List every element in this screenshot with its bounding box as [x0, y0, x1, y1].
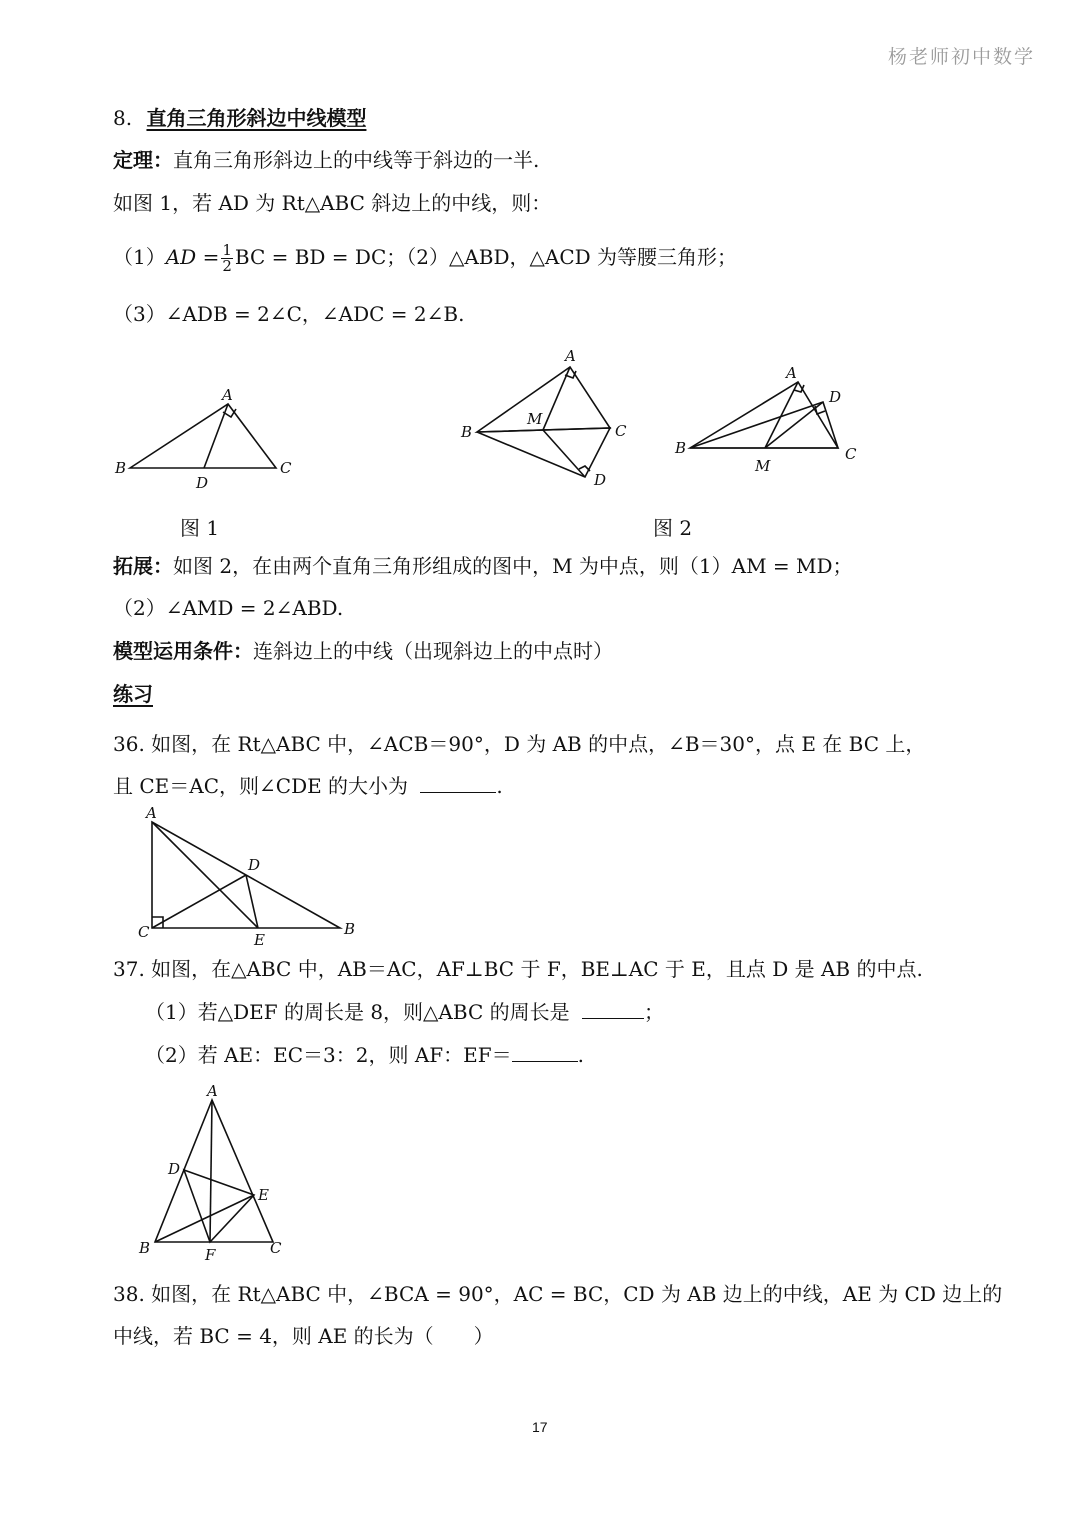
figure-1 — [100, 380, 320, 500]
figure-2b — [670, 360, 870, 480]
fig1-label-b: B — [115, 459, 127, 477]
fig2b-triangle-abc — [690, 382, 838, 448]
q36-line-1: 36. 如图，在 Rt△ABC 中，∠ACB＝90°，D 为 AB 的中点，∠B＝30°，点 E 在 BC 上， — [113, 732, 926, 756]
item-1-prefix: （1） — [113, 245, 166, 269]
theorem — [113, 146, 539, 174]
q36-label-b: B — [344, 920, 356, 938]
q37-label-a: A — [207, 1082, 218, 1100]
q36-segment-de — [246, 875, 258, 928]
q36-line-2 — [113, 772, 503, 800]
fig2a-label-m: M — [527, 410, 543, 428]
q37-sub-2-blank[interactable] — [512, 1043, 578, 1062]
q37-altitude-be — [155, 1195, 254, 1242]
extension-label: 拓展： — [113, 554, 173, 578]
fig2b-segment-md — [765, 402, 823, 448]
q37-label-c: C — [270, 1239, 282, 1257]
fig2b-label-b: B — [675, 439, 687, 457]
fig2b-label-c: C — [845, 445, 857, 463]
q37-sub-2-text: （2）若 AE：EC＝3：2，则 AF：EF＝ — [145, 1043, 512, 1067]
fraction-one-half — [221, 243, 233, 274]
fig2a-triangle-bcd — [477, 428, 610, 477]
fig2b-label-a: A — [786, 364, 797, 382]
item-1-lhs: AD = — [165, 245, 220, 269]
q37-line-1: 37. 如图，在△ABC 中，AB＝AC，AF⊥BC 于 F，BE⊥AC 于 E，且点 D 是 AB 的中点. — [113, 957, 923, 981]
fig2a-segment-md — [543, 430, 585, 477]
extension-line-1 — [113, 552, 853, 580]
watermark: 杨老师初中数学 — [888, 46, 1036, 68]
q36-segment-ae — [152, 822, 261, 928]
extension-line-2: （2）∠AMD = 2∠ABD. — [113, 596, 344, 620]
q36-line-2-text: 且 CE＝AC，则∠CDE 的大小为 — [113, 774, 409, 798]
fig1-label-d: D — [196, 474, 209, 492]
q37-sub-1-text: （1）若△DEF 的周长是 8，则△ABC 的周长是 — [145, 1000, 570, 1024]
section-heading — [113, 104, 366, 132]
q38-line-1: 38. 如图，在 Rt△ABC 中，∠BCA = 90°，AC = BC，CD 为 AB 边上的中线，AE 为 CD 边上的 — [113, 1282, 1003, 1306]
figure-2-caption: 图 2 — [653, 516, 693, 540]
q36-line-2-end: . — [496, 774, 503, 798]
item-1 — [113, 243, 737, 274]
q36-answer-blank[interactable] — [420, 774, 496, 793]
q37-sub-2 — [145, 1041, 584, 1069]
fig2b-label-m: M — [755, 457, 771, 475]
q37-altitude-af — [210, 1100, 212, 1242]
q37-label-e: E — [258, 1186, 269, 1204]
extension-text-1: 如图 2，在由两个直角三角形组成的图中，M 为中点，则（1）AM = MD； — [173, 554, 853, 578]
q37-sub-1 — [145, 998, 664, 1026]
q38-line-2: 中线，若 BC = 4，则 AE 的长为（ ） — [113, 1324, 494, 1348]
figure-2a — [455, 345, 645, 495]
q37-label-d: D — [168, 1160, 181, 1178]
q37-sub-1-blank[interactable] — [582, 1000, 644, 1019]
section-number: 8. — [113, 106, 133, 130]
fig2a-right-angle-d — [579, 466, 590, 471]
theorem-text: 直角三角形斜边上的中线等于斜边的一半. — [173, 148, 540, 172]
q37-sub-2-end: . — [577, 1043, 584, 1067]
q36-label-d: D — [248, 856, 261, 874]
figure-1-caption: 图 1 — [180, 516, 220, 540]
fig2a-label-a: A — [565, 347, 576, 365]
intro-text: 如图 1，若 AD 为 Rt△ABC 斜边上的中线，则： — [113, 191, 552, 215]
q37-triangle-def — [184, 1170, 254, 1242]
fig1-triangle-abc — [130, 404, 276, 468]
section-title: 直角三角形斜边中线模型 — [146, 106, 367, 130]
q36-label-e: E — [254, 931, 265, 949]
page-number: 17 — [532, 1419, 548, 1435]
condition — [113, 637, 613, 665]
fig2a-label-c: C — [615, 422, 627, 440]
fig2b-label-d: D — [829, 388, 842, 406]
q37-sub-1-end: ； — [643, 1000, 664, 1024]
practice-title: 练习 — [113, 682, 153, 706]
q37-label-b: B — [139, 1239, 151, 1257]
fig1-label-a: A — [222, 386, 233, 404]
fraction-denominator: 2 — [222, 257, 232, 275]
theorem-label: 定理： — [113, 148, 173, 172]
q36-figure — [130, 800, 370, 950]
fraction-numerator: 1 — [222, 241, 232, 259]
item-1-rhs: BC = BD = DC；（2）△ABD，△ACD 为等腰三角形； — [234, 245, 738, 269]
q36-label-c: C — [138, 923, 150, 941]
q37-figure — [130, 1080, 300, 1265]
q37-label-f: F — [205, 1246, 216, 1264]
condition-text: 连斜边上的中线（出现斜边上的中点时） — [253, 639, 613, 663]
item-3: （3）∠ADB = 2∠C，∠ADC = 2∠B. — [113, 302, 465, 326]
fig1-label-c: C — [280, 459, 292, 477]
fig2a-label-d: D — [594, 471, 607, 489]
fig2a-triangle-abc — [477, 367, 610, 432]
condition-label: 模型运用条件： — [113, 639, 253, 663]
q36-label-a: A — [146, 804, 157, 822]
fig2a-label-b: B — [461, 423, 473, 441]
